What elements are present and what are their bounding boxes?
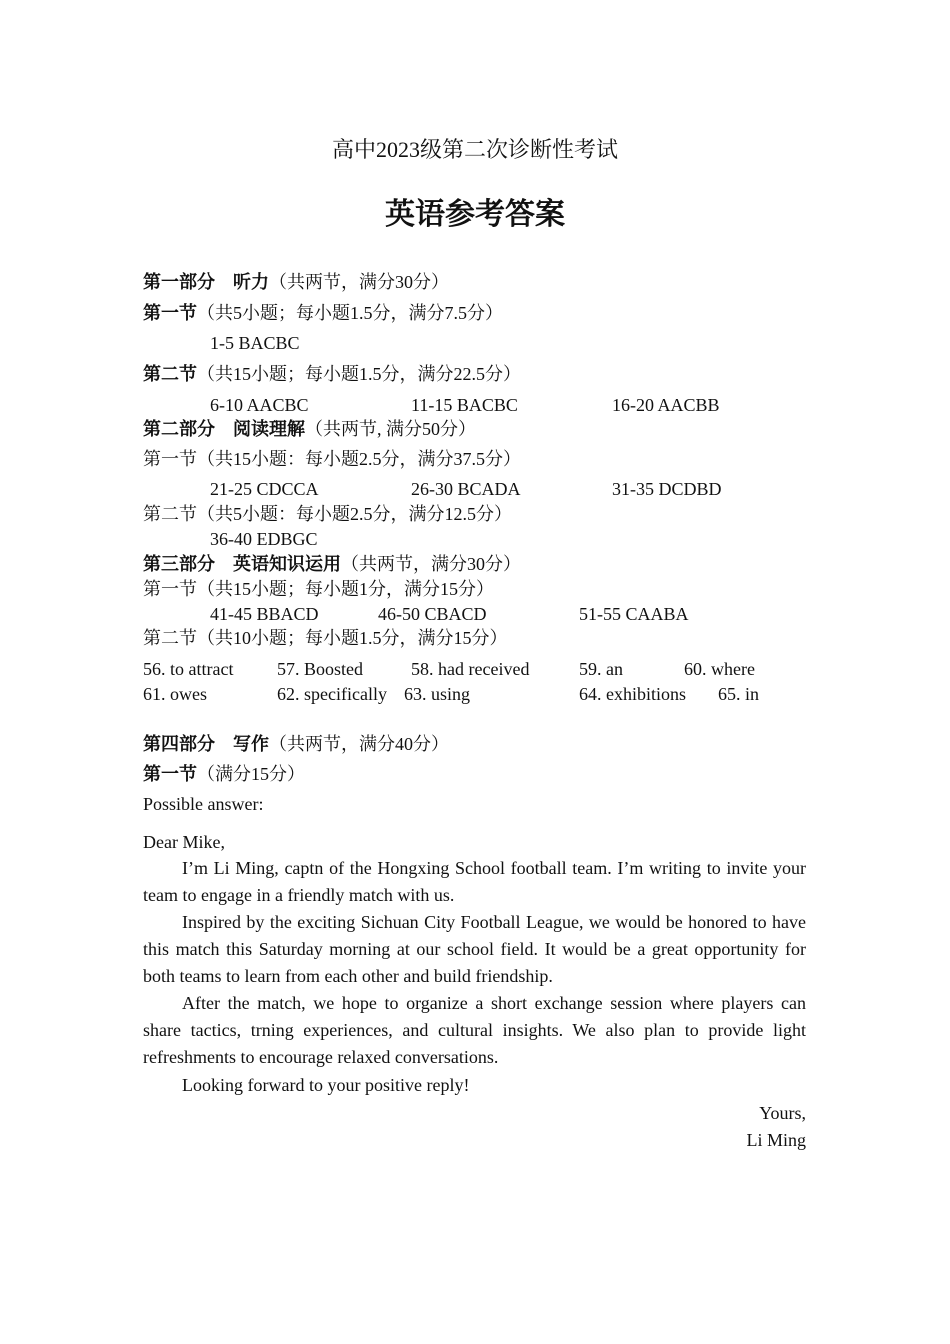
part3-heading: 第三部分 英语知识运用	[143, 554, 341, 574]
answer-31-35: 31-35 DCDBD	[612, 479, 722, 499]
part1-sec1-note: （共5小题；每小题1.5分，满分7.5分）	[197, 303, 503, 323]
part1-heading-note: （共两节，满分30分）	[269, 272, 449, 292]
answer-46-50: 46-50 CBACD	[378, 604, 487, 624]
letter-paragraph-4: Looking forward to your positive reply!	[182, 1075, 470, 1095]
part1-heading: 第一部分 听力	[143, 272, 269, 292]
document-title: 英语参考答案	[385, 198, 565, 231]
part1-sec1-label: 第一节	[143, 303, 197, 323]
letter-closing: Yours,	[759, 1103, 806, 1123]
part1-sec1-line	[143, 302, 503, 324]
part1-heading-line	[143, 271, 449, 293]
letter-signature: Li Ming	[746, 1130, 806, 1150]
exam-title: 高中2023级第二次诊断性考试	[331, 137, 618, 162]
part3-heading-line	[143, 553, 521, 575]
answer-61: 61. owes	[143, 684, 207, 704]
part2-heading-note: （共两节, 满分50分）	[305, 419, 476, 439]
answer-41-45: 41-45 BBACD	[210, 604, 319, 624]
part4-sec1-label: 第一节	[143, 764, 197, 784]
answer-58: 58. had received	[411, 659, 530, 679]
part1-sec2-line	[143, 363, 521, 385]
part2-heading: 第二部分 阅读理解	[143, 419, 305, 439]
answer-57: 57. Boosted	[277, 659, 364, 679]
answer-1-5: 1-5 BACBC	[210, 333, 300, 353]
answer-62: 62. specifically	[277, 684, 387, 704]
answer-36-40: 36-40 EDBGC	[210, 529, 318, 549]
answer-21-25: 21-25 CDCCA	[210, 479, 319, 499]
part3-sec2-line: 第二节（共10小题；每小题1.5分，满分15分）	[143, 628, 508, 648]
answer-56: 56. to attract	[143, 659, 234, 679]
letter-paragraph-2: Inspired by the exciting Sichuan City Football League, we would be honored to have this match this Saturday morning at our school field. It would be a great opportunity for both teams to learn from each other and build friendship.	[143, 912, 806, 986]
answer-64: 64. exhibitions	[579, 684, 686, 704]
part1-sec2-label: 第二节	[143, 364, 197, 384]
letter-salutation: Dear Mike,	[143, 832, 225, 852]
letter-paragraph-1: I’m Li Ming, captn of the Hongxing School football team. I’m writing to invite your team to engage in a friendly match with us.	[143, 858, 806, 905]
part3-sec1-line: 第一节（共15小题；每小题1分，满分15分）	[143, 579, 494, 599]
answer-26-30: 26-30 BCADA	[411, 479, 521, 499]
part4-sec1-note: （满分15分）	[197, 764, 305, 784]
part4-sec1-line	[143, 763, 305, 785]
answer-6-10: 6-10 AACBC	[210, 395, 309, 415]
part2-sec2-line: 第二节（共5小题：每小题2.5分，满分12.5分）	[143, 504, 512, 524]
part4-heading-note: （共两节，满分40分）	[269, 734, 449, 754]
answer-60: 60. where	[684, 659, 755, 679]
answer-63: 63. using	[404, 684, 471, 704]
answer-59: 59. an	[579, 659, 623, 679]
part3-heading-note: （共两节，满分30分）	[341, 554, 521, 574]
answer-51-55: 51-55 CAABA	[579, 604, 689, 624]
letter-paragraph-3: After the match, we hope to organize a short exchange session where players can share tactics, trning experiences, and cultural insights. We also plan to provide light refreshments to encourage relaxed conversations.	[143, 993, 806, 1067]
part1-sec2-note: （共15小题；每小题1.5分，满分22.5分）	[197, 364, 521, 384]
part4-heading: 第四部分 写作	[143, 734, 269, 754]
possible-answer-label: Possible answer:	[143, 794, 264, 814]
part4-heading-line	[143, 733, 449, 755]
answer-11-15: 11-15 BACBC	[411, 395, 518, 415]
part2-heading-line	[143, 418, 476, 440]
answer-65: 65. in	[718, 684, 760, 704]
answer-16-20: 16-20 AACBB	[612, 395, 720, 415]
part2-sec1-line: 第一节（共15小题：每小题2.5分，满分37.5分）	[143, 449, 521, 469]
